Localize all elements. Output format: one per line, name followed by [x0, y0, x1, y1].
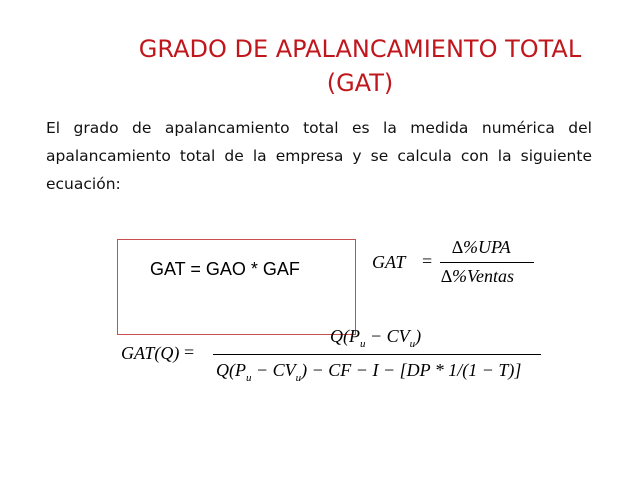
title-line-1: GRADO DE APALANCAMIENTO TOTAL — [138, 35, 582, 63]
formula2-denominator — [216, 360, 522, 384]
formula2-num-sub2: u — [409, 338, 416, 350]
formula2-den-a: Q(P — [216, 360, 246, 380]
box-formula-text: GAT = GAO * GAF — [150, 259, 300, 279]
formula2-num-b: − CV — [365, 326, 410, 346]
formula2-num-a: Q(P — [330, 326, 360, 346]
formula2-num-sub1: u — [360, 338, 366, 350]
formula2-num-c: ) — [415, 326, 422, 346]
formula2-den-sub2: u — [295, 372, 302, 384]
formula1-fraction-bar — [440, 262, 534, 263]
formula2-den-c: ) − CF − I − [DP * 1/(1 − T)] — [301, 360, 522, 380]
description-paragraph: El grado de apalancamiento total es la medida numérica del apalancamiento total de la empresa y se calcula con la siguiente ecuación: — [46, 119, 592, 193]
title-line-2: (GAT) — [326, 69, 394, 97]
formula-box — [117, 239, 356, 335]
slide-title — [60, 32, 638, 100]
formula1-denominator: ∆%Ventas — [441, 266, 515, 286]
formula2-equals: = — [184, 342, 195, 362]
formula2-den-sub1: u — [246, 372, 252, 384]
formula1-equals: = — [422, 251, 433, 271]
formula1-lhs: GAT — [372, 252, 406, 272]
formula2-lhs: GAT(Q) — [121, 343, 180, 363]
formula2-numerator — [330, 326, 422, 350]
formula1-numerator: ∆%UPA — [452, 237, 511, 257]
formula2-fraction-bar — [213, 354, 541, 355]
formula2-den-b: − CV — [251, 360, 296, 380]
